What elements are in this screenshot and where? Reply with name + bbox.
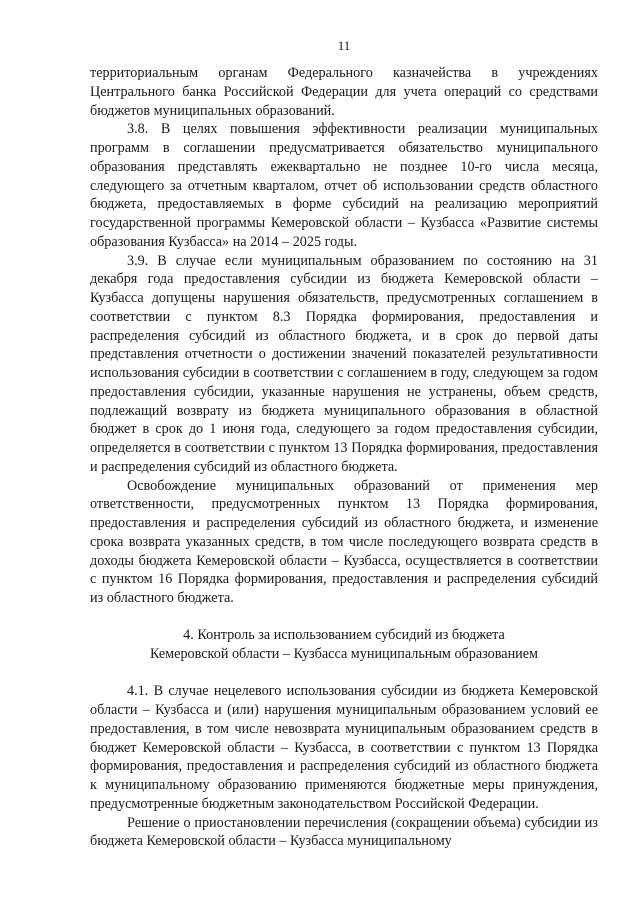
paragraph-exemption: Освобождение муниципальных образований от применения мер ответственности, предусмотренных пунктом 13 Порядка формирования, предоставления и распределения субсидий из областного бюджета, и изменение срока возврата указанных средств, в том числе последующего возврата средств в доходы бюджета Кемеровской области – Кузбасса, осуществляется в соответствии с пунктом 16 Порядка формирования, предоставления и распределения субсидий из областного бюджета. xyxy=(90,477,598,606)
text-block-after xyxy=(90,682,598,851)
section-heading-line-2: Кемеровской области – Кузбасса муниципальным образованием xyxy=(149,645,539,662)
paragraph-3-8: 3.8. В целях повышения эффективности реализации муниципальных программ в соглашении предусматривается обязательство муниципального образования представлять ежеквартально не позднее 10-го числа месяца, следующего за отчетным кварталом, отчет об использовании средств областного бюджета, предоставляемых в форме субсидий на реализацию мероприятий государственной программы Кемеровской области – Кузбасса «Развитие системы образования Кузбасса» на 2014 – 2025 годы. xyxy=(90,121,598,250)
text-block-before xyxy=(90,64,598,608)
section-heading xyxy=(90,626,598,664)
page-number: 11 xyxy=(337,38,351,53)
paragraph-continuation: территориальным органам Федерального казначейства в учреждениях Центрального банка Российской Федерации для учета операций со средствами бюджетов муниципальных образований. xyxy=(90,65,598,119)
section-heading-line-1: 4. Контроль за использованием субсидий из бюджета xyxy=(183,626,505,643)
paragraph-4-1: 4.1. В случае нецелевого использования субсидии из бюджета Кемеровской области – Кузбасса и (или) нарушения муниципальным образованием условий ее предоставления, в том числе невозврата муниципальным образованием средств в бюджет Кемеровской области – Кузбасса, в соответствии с пунктом 13 Порядка формирования, предоставления и распределения субсидий из областного бюджета к муниципальному образованию применяются бюджетные меры принуждения, предусмотренные бюджетным законодательством Российской Федерации. xyxy=(90,683,598,812)
paragraph-suspension: Решение о приостановлении перечисления (сокращении объема) субсидии из бюджета Кемеровской области – Кузбасса муниципальному xyxy=(90,814,598,850)
paragraph-3-9: 3.9. В случае если муниципальным образованием по состоянию на 31 декабря года предоставления субсидии из бюджета Кемеровской области – Кузбасса допущены нарушения обязательств, предусмотренных соглашением в соответствии с пунктом 8.3 Порядка формирования, предоставления и распределения субсидий из областного бюджета, и в срок до первой даты представления отчетности о достижении значений показателей результативности использования субсидии в соответствии с соглашением в году, следующем за годом предоставления субсидии, указанные нарушения не устранены, объем средств, подлежащий возврату из бюджета муниципального образования в областной бюджет в срок до 1 июня года, следующего за годом предоставления субсидии, определяется в соответствии с пунктом 13 Порядка формирования, предоставления и распределения субсидий из областного бюджета. xyxy=(90,252,598,475)
